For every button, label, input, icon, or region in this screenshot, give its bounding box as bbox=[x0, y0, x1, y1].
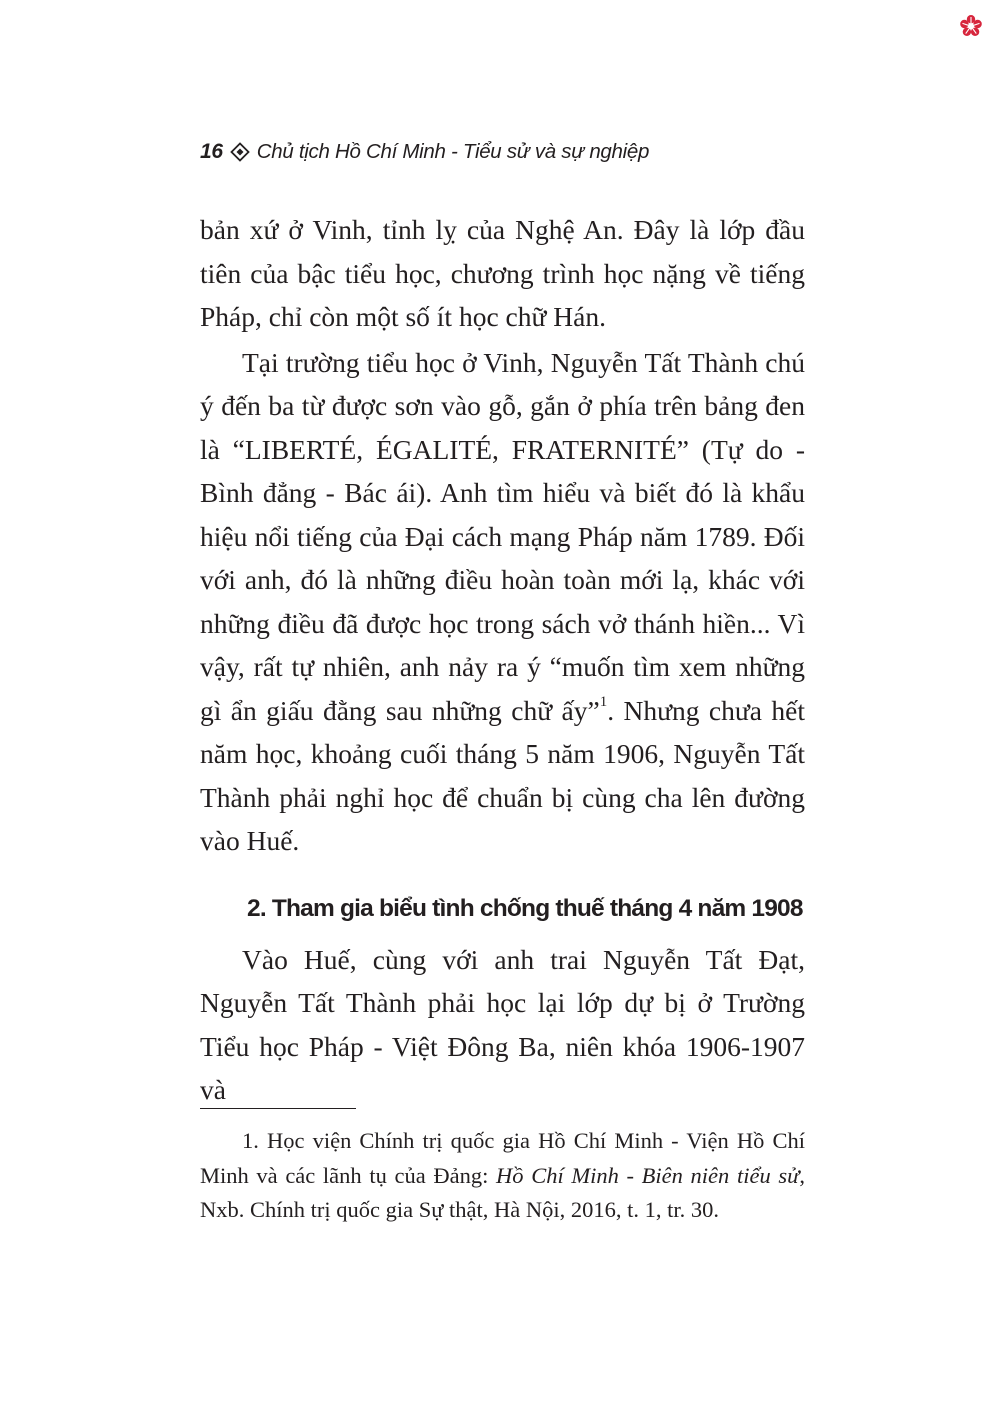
paragraph-text: Tại trường tiểu học ở Vinh, Nguyễn Tất Thành chú ý đến ba từ được sơn vào gỗ, gắn ở phía trên bảng đen là “LIBERTÉ, ÉGALITÉ, FRATERNITÉ” (Tự do - Bình đẳng - Bác ái). Anh tìm hiểu và biết đó là khẩu hiệu nổi tiếng của Đại cách mạng Pháp năm 1789. Đối với anh, đó là những điều hoàn toàn mới lạ, khác với những điều đã được học trong sách vở thánh hiền... Vì vậy, rất tự nhiên, anh nảy ra ý “muốn tìm xem những gì ẩn giấu đằng sau những chữ ấy” bbox=[200, 346, 805, 726]
footnote-text: 1. Học viện Chính trị quốc gia Hồ Chí Minh - Viện Hồ Chí Minh và các lãnh tụ của Đảng: bbox=[200, 1128, 805, 1188]
main-text bbox=[200, 208, 805, 1112]
footnote bbox=[200, 1124, 805, 1228]
publisher-logo-icon bbox=[959, 14, 983, 38]
paragraph-hue: Vào Huế, cùng với anh trai Nguyễn Tất Đạt, Nguyễn Tất Thành phải học lại lớp dự bị ở Trường Tiểu học Pháp - Việt Đông Ba, niên khóa 1906-1907 và bbox=[200, 943, 805, 1105]
footnote-reference[interactable]: 1 bbox=[599, 693, 608, 710]
running-header bbox=[200, 140, 649, 164]
book-title: Chủ tịch Hồ Chí Minh - Tiểu sử và sự nghiệp bbox=[256, 140, 650, 163]
diamond-icon bbox=[230, 142, 250, 162]
paragraph-continued: bản xứ ở Vinh, tỉnh lỵ của Nghệ An. Đây là lớp đầu tiên của bậc tiểu học, chương trình học nặng về tiếng Pháp, chỉ còn một số ít học chữ Hán. bbox=[200, 214, 805, 332]
footnote-publication: , Nxb. Chính trị quốc gia Sự thật, Hà Nội, 2016, t. 1, tr. 30. bbox=[200, 1162, 806, 1222]
paragraph-text-continued: . Nhưng chưa hết năm học, khoảng cuối tháng 5 năm 1906, Nguyễn Tất Thành phải nghỉ học để chuẩn bị cùng cha lên đường vào Huế. bbox=[200, 694, 806, 856]
footnote-divider bbox=[200, 1108, 356, 1109]
footnote-book-title: Hồ Chí Minh - Biên niên tiểu sử bbox=[496, 1162, 800, 1188]
section-heading: 2. Tham gia biểu tình chống thuế tháng 4 năm 1908 bbox=[247, 894, 803, 922]
page-number: 16 bbox=[200, 140, 223, 163]
paragraph-school-vinh bbox=[200, 341, 805, 863]
